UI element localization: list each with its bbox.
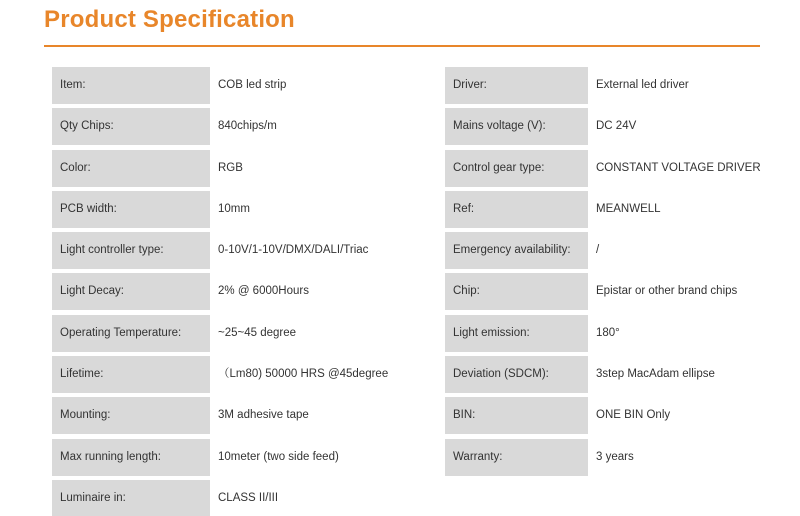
spec-value: COB led strip <box>218 79 287 91</box>
spec-row <box>52 273 392 310</box>
spec-row <box>445 191 775 228</box>
spec-label: Emergency availability: <box>445 232 588 269</box>
spec-row <box>52 108 392 145</box>
spec-label: Control gear type: <box>445 150 588 187</box>
spec-row <box>52 356 392 393</box>
spec-label: Mounting: <box>52 397 210 434</box>
spec-row <box>52 67 392 104</box>
spec-label: Light controller type: <box>52 232 210 269</box>
spec-value: Epistar or other brand chips <box>596 285 738 298</box>
spec-row <box>445 315 775 352</box>
spec-value: MEANWELL <box>596 202 661 215</box>
spec-label: Chip: <box>445 273 588 310</box>
spec-value: 840chips/m <box>218 120 277 133</box>
spec-label: Driver: <box>445 67 588 104</box>
spec-label: Mains voltage (V): <box>445 108 588 145</box>
spec-label: Lifetime: <box>52 356 210 393</box>
spec-label: BIN: <box>445 397 588 434</box>
spec-value: RGB <box>218 161 243 174</box>
spec-label: Light Decay: <box>52 273 210 310</box>
spec-row <box>445 397 775 434</box>
spec-row <box>52 480 392 516</box>
spec-label: Operating Temperature: <box>52 315 210 352</box>
spec-value: DC 24V <box>596 120 637 133</box>
right-spec-table <box>445 67 775 480</box>
spec-value: External led driver <box>596 79 689 91</box>
spec-row <box>445 67 775 104</box>
spec-label: Warranty: <box>445 439 588 476</box>
spec-value: 10meter (two side feed) <box>218 450 339 463</box>
spec-value: 0-10V/1-10V/DMX/DALI/Triac <box>218 244 369 257</box>
spec-value: （Lm80) 50000 HRS @45degree <box>218 368 389 381</box>
spec-row <box>445 150 775 187</box>
spec-row <box>445 273 775 310</box>
spec-label: Qty Chips: <box>52 108 210 145</box>
spec-value: CLASS II/III <box>218 491 279 504</box>
spec-row <box>52 439 392 476</box>
spec-row <box>52 191 392 228</box>
spec-label: Light emission: <box>445 315 588 352</box>
spec-value: 10mm <box>218 202 250 215</box>
page-title: Product Specification <box>44 6 295 33</box>
spec-row <box>445 232 775 269</box>
spec-label: PCB width: <box>52 191 210 228</box>
spec-row <box>445 439 775 476</box>
title-divider <box>44 45 760 47</box>
spec-value: / <box>596 244 600 257</box>
spec-label: Item: <box>52 67 210 104</box>
spec-label: Color: <box>52 150 210 187</box>
spec-value: 3 years <box>596 450 634 463</box>
spec-label: Ref: <box>445 191 588 228</box>
spec-label: Deviation (SDCM): <box>445 356 588 393</box>
left-spec-table <box>52 67 392 516</box>
spec-value: 2% @ 6000Hours <box>218 285 309 298</box>
spec-label: Max running length: <box>52 439 210 476</box>
spec-value: 3step MacAdam ellipse <box>596 368 715 381</box>
spec-row <box>445 108 775 145</box>
spec-value: CONSTANT VOLTAGE DRIVER <box>596 161 761 174</box>
spec-value: ONE BIN Only <box>596 409 671 422</box>
spec-value: ~25~45 degree <box>218 326 297 339</box>
spec-row <box>52 315 392 352</box>
spec-value: 3M adhesive tape <box>218 409 309 422</box>
spec-row <box>445 356 775 393</box>
spec-row <box>52 150 392 187</box>
spec-label: Luminaire in: <box>52 480 210 516</box>
spec-row <box>52 232 392 269</box>
spec-value: 180° <box>596 326 620 339</box>
spec-row <box>52 397 392 434</box>
